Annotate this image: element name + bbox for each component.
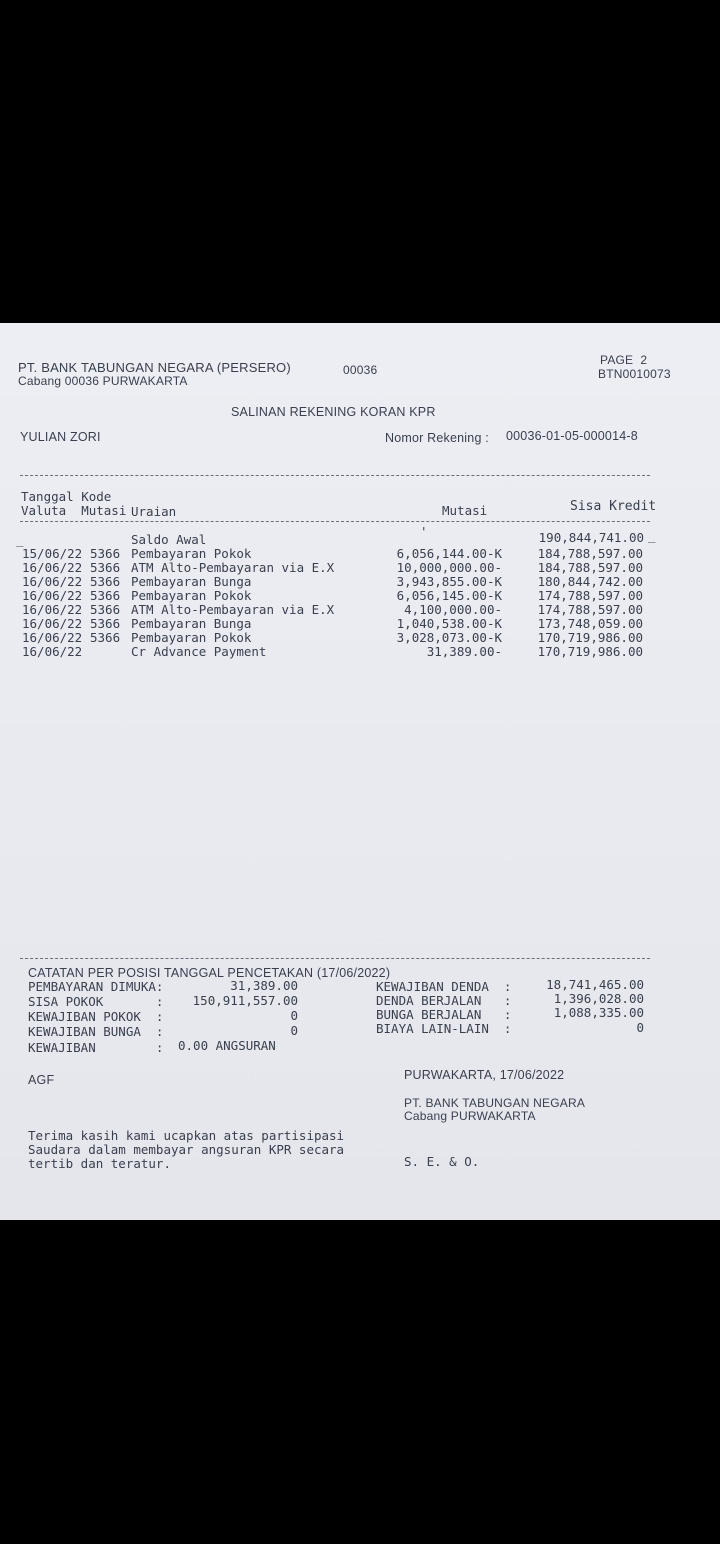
row-code: 5366 <box>90 560 121 575</box>
table-row <box>0 561 720 575</box>
summary-title: CATATAN PER POSISI TANGGAL PENCETAKAN (17/06/2022) <box>28 966 391 980</box>
row-mutasi: 31,389.00- <box>426 644 502 659</box>
officer-initials: AGF <box>28 1073 55 1087</box>
row-date: 16/06/22 <box>22 644 83 659</box>
statement-title: SALINAN REKENING KORAN KPR <box>231 405 436 419</box>
row-description: Pembayaran Bunga <box>131 616 252 631</box>
row-sisa-kredit: 184,788,597.00 <box>537 560 643 575</box>
summary-label: PEMBAYARAN DIMUKA: <box>28 979 164 994</box>
summary-label: BIAYA LAIN-LAIN : <box>376 1021 512 1036</box>
row-sisa-kredit: 170,719,986.00 <box>537 630 643 645</box>
row-description: Pembayaran Pokok <box>131 588 252 603</box>
branch-code: 00036 <box>343 363 378 377</box>
table-row <box>0 575 720 589</box>
margin-mark: _ <box>16 532 24 547</box>
row-mutasi: 3,943,855.00-K <box>396 574 502 589</box>
row-code: 5366 <box>90 546 121 561</box>
summary-value: 0 <box>290 1023 298 1038</box>
column-header-sisa-kredit: Sisa Kredit <box>570 499 657 514</box>
account-label: Nomor Rekening : <box>385 431 489 445</box>
table-row <box>0 645 720 659</box>
row-date: 15/06/22 <box>22 546 83 561</box>
row-date: 16/06/22 <box>22 630 83 645</box>
summary-label: KEWAJIBAN BUNGA : <box>28 1024 164 1039</box>
row-code: 5366 <box>90 630 121 645</box>
row-description: Cr Advance Payment <box>131 644 267 659</box>
page-number: PAGE 2 <box>600 353 648 367</box>
column-header-tanggal-kode: Tanggal Kode <box>21 489 112 504</box>
row-sisa-kredit: 174,788,597.00 <box>537 588 643 603</box>
table-row <box>0 617 720 631</box>
summary-label: DENDA BERJALAN : <box>376 993 512 1008</box>
column-header-valuta-mutasi: Valuta Mutasi <box>21 503 127 518</box>
table-row <box>0 631 720 645</box>
document-code: BTN0010073 <box>598 367 671 381</box>
row-date: 16/06/22 <box>22 602 83 617</box>
divider <box>20 958 650 959</box>
column-header-uraian: Uraian <box>131 504 177 519</box>
row-mutasi: 3,028,073.00-K <box>396 630 502 645</box>
row-date: 16/06/22 <box>22 574 83 589</box>
row-mutasi: 4,100,000.00- <box>404 602 502 617</box>
thanks-line: Terima kasih kami ucapkan atas partisipasi <box>28 1128 345 1143</box>
summary-value: 0 <box>636 1020 644 1035</box>
signature-bank: PT. BANK TABUNGAN NEGARA <box>404 1096 586 1110</box>
row-code: 5366 <box>90 574 121 589</box>
summary-value: 1,088,335.00 <box>553 1005 644 1020</box>
bank-name: PT. BANK TABUNGAN NEGARA (PERSERO) <box>18 360 291 375</box>
table-row <box>0 589 720 603</box>
row-description: ATM Alto-Pembayaran via E.X <box>131 602 335 617</box>
table-row <box>0 547 720 561</box>
row-sisa-kredit: 180,844,742.00 <box>537 574 643 589</box>
row-mutasi: 10,000,000.00- <box>396 560 502 575</box>
summary-value: 0.00 ANGSURAN <box>178 1038 276 1053</box>
row-mutasi: 6,056,144.00-K <box>396 546 502 561</box>
summary-label: KEWAJIBAN : <box>28 1040 164 1055</box>
row-mutasi: 1,040,538.00-K <box>396 616 502 631</box>
thanks-line: tertib dan teratur. <box>28 1156 171 1171</box>
summary-label: KEWAJIBAN DENDA : <box>376 979 512 994</box>
thanks-line: Saudara dalam membayar angsuran KPR secara <box>28 1142 345 1157</box>
row-description: Pembayaran Bunga <box>131 574 252 589</box>
errors-omissions-note: S. E. & O. <box>404 1154 480 1169</box>
opening-label: Saldo Awal <box>131 532 207 547</box>
row-date: 16/06/22 <box>22 616 83 631</box>
opening-balance: 190,844,741.00 <box>538 530 644 545</box>
summary-label: KEWAJIBAN POKOK : <box>28 1009 164 1024</box>
row-description: ATM Alto-Pembayaran via E.X <box>131 560 335 575</box>
summary-value: 31,389.00 <box>230 978 298 993</box>
row-description: Pembayaran Pokok <box>131 630 252 645</box>
row-description: Pembayaran Pokok <box>131 546 252 561</box>
row-date: 16/06/22 <box>22 588 83 603</box>
divider <box>20 521 650 522</box>
row-code: 5366 <box>90 602 121 617</box>
signature-branch: Cabang PURWAKARTA <box>404 1109 536 1123</box>
statement-paper <box>0 323 720 1220</box>
summary-value: 150,911,557.00 <box>192 993 298 1008</box>
summary-label: SISA POKOK : <box>28 994 164 1009</box>
summary-value: 0 <box>290 1008 298 1023</box>
summary-label: BUNGA BERJALAN : <box>376 1007 512 1022</box>
divider <box>20 475 650 476</box>
customer-name: YULIAN ZORI <box>20 430 101 444</box>
row-sisa-kredit: 184,788,597.00 <box>537 546 643 561</box>
branch-name: Cabang 00036 PURWAKARTA <box>18 374 188 388</box>
row-mutasi: 6,056,145.00-K <box>396 588 502 603</box>
column-header-mutasi: Mutasi <box>442 503 488 518</box>
tick-mark: ' <box>420 524 428 539</box>
row-sisa-kredit: 174,788,597.00 <box>537 602 643 617</box>
row-sisa-kredit: 173,748,059.00 <box>537 616 643 631</box>
summary-value: 18,741,465.00 <box>546 977 644 992</box>
account-number: 00036-01-05-000014-8 <box>506 429 638 443</box>
row-sisa-kredit: 170,719,986.00 <box>537 644 643 659</box>
summary-value: 1,396,028.00 <box>553 991 644 1006</box>
margin-mark: _ <box>648 528 656 543</box>
table-row <box>0 603 720 617</box>
row-code: 5366 <box>90 616 121 631</box>
place-date: PURWAKARTA, 17/06/2022 <box>404 1068 565 1082</box>
row-date: 16/06/22 <box>22 560 83 575</box>
row-code: 5366 <box>90 588 121 603</box>
